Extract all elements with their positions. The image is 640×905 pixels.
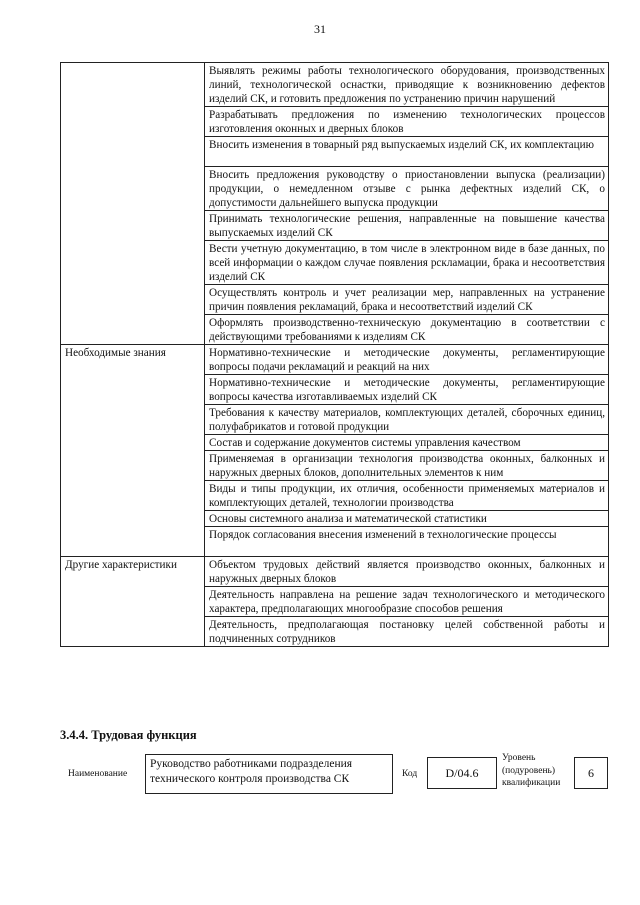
table-item: Оформлять производственно-техническую документацию в соответствии с действующими требованиями к изделиям СК	[205, 315, 609, 345]
table-item: Объектом трудовых действий является производство оконных, балконных и наружных дверных блоков	[205, 557, 609, 587]
table-item: Нормативно-технические и методические документы, регламентирующие вопросы подачи рекламаций и реакций на них	[205, 345, 609, 375]
table-item: Основы системного анализа и математической статистики	[205, 511, 609, 527]
level-value-box: 6	[574, 757, 608, 789]
page-number: 31	[314, 22, 326, 36]
table-item: Разрабатывать предложения по изменению технологических процессов изготовления оконных и дверных блоков	[205, 107, 609, 137]
table-item: Вносить изменения в товарный ряд выпускаемых изделий СК, их комплектацию	[205, 137, 609, 167]
table-item: Принимать технологические решения, направленные на повышение качества выпускаемых изделий СК	[205, 211, 609, 241]
table-item: Применяемая в организации технология производства оконных, балконных и наружных дверных блоков, дополнительных элементов к ним	[205, 451, 609, 481]
table-item: Нормативно-технические и методические документы, регламентирующие вопросы качества изготавливаемых изделий СК	[205, 375, 609, 405]
table-item: Состав и содержание документов системы управления качеством	[205, 435, 609, 451]
table-row	[61, 63, 609, 107]
section-label: Другие характеристики	[61, 557, 205, 647]
level-label: Уровень (подуровень) квалификации	[502, 753, 561, 788]
table-item: Порядок согласования внесения изменений в технологические процессы	[205, 527, 609, 557]
code-value-box: D/04.6	[427, 757, 497, 789]
name-label: Наименование	[68, 769, 128, 779]
table-item: Деятельность, предполагающая постановку целей собственной работы и подчиненных сотрудников	[205, 617, 609, 647]
table-item: Вносить предложения руководству о приостановлении выпуска (реализации) продукции, о немедленном отзыве с рынка дефектных изделий СК, о допустимости дальнейшего выпуска продукции	[205, 167, 609, 211]
table-row	[61, 557, 609, 587]
table-item: Требования к качеству материалов, комплектующих деталей, сборочных единиц, полуфабрикатов и готовой продукции	[205, 405, 609, 435]
table-item: Деятельность направлена на решение задач технологического и методического характера, предполагающих многообразие способов решения	[205, 587, 609, 617]
table-item: Вести учетную документацию, в том числе в электронном виде в базе данных, по всей информации о каждом случае появления рскламации, брака и несоответствия изделий СК	[205, 241, 609, 285]
table-row	[61, 345, 609, 375]
table-item: Осуществлять контроль и учет реализации мер, направленных на устранение причин появления рекламаций, брака и несоответствий изделий СК	[205, 285, 609, 315]
section-title: 3.4.4. Трудовая функция	[60, 728, 197, 742]
section-label: Необходимые знания	[61, 345, 205, 557]
function-name-box: Руководство работниками подразделения технического контроля производства СК	[145, 754, 393, 794]
table-item: Виды и типы продукции, их отличия, особенности применяемых материалов и комплектующих деталей, технологии производства	[205, 481, 609, 511]
qualification-table	[60, 62, 609, 647]
code-label: Код	[402, 769, 418, 779]
section-label	[61, 63, 205, 345]
table-item: Выявлять режимы работы технологического оборудования, производственных линий, технологической оснастки, приводящие к возникновению дефектов изделий СК, и готовить предложения по устранению причин нарушений	[205, 63, 609, 107]
